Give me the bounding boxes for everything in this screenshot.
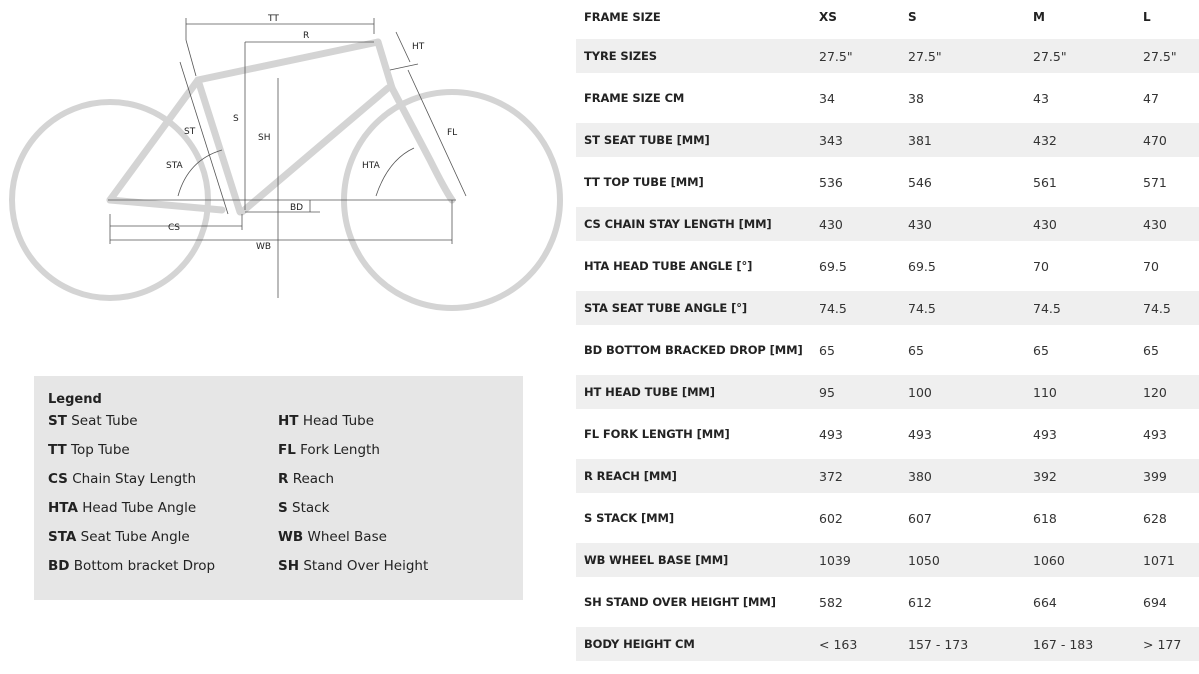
table-cell: 65 (819, 342, 835, 358)
legend-item: FL Fork Length (278, 442, 380, 458)
row-label: BD BOTTOM BRACKED DROP [MM] (584, 343, 803, 357)
table-cell: 1050 (908, 552, 940, 568)
legend-item: STA Seat Tube Angle (48, 529, 190, 545)
row-label: SH STAND OVER HEIGHT [MM] (584, 595, 776, 609)
table-cell: 432 (1033, 132, 1057, 148)
table-row (576, 459, 1199, 493)
table-cell: 1060 (1033, 552, 1065, 568)
table-cell: 493 (819, 426, 843, 442)
table-cell: 74.5 (819, 300, 847, 316)
table-row (576, 123, 1199, 157)
table-cell: 34 (819, 90, 835, 106)
table-cell: 612 (908, 594, 932, 610)
table-cell: 628 (1143, 510, 1167, 526)
table-row (576, 543, 1199, 577)
table-cell: 430 (1033, 216, 1057, 232)
header-col-xs: XS (819, 10, 837, 24)
table-cell: 65 (1143, 342, 1159, 358)
header-label: FRAME SIZE (584, 10, 661, 24)
header-col-m: M (1033, 10, 1045, 24)
table-cell: 392 (1033, 468, 1057, 484)
table-cell: 110 (1033, 384, 1057, 400)
table-cell: 27.5" (1033, 48, 1067, 64)
row-label: FL FORK LENGTH [MM] (584, 427, 730, 441)
table-cell: > 177 (1143, 636, 1182, 652)
table-cell: 694 (1143, 594, 1167, 610)
table-row (576, 627, 1199, 661)
table-cell: 602 (819, 510, 843, 526)
table-cell: 618 (1033, 510, 1057, 526)
table-cell: 69.5 (819, 258, 847, 274)
table-row (576, 417, 1199, 451)
row-label: S STACK [MM] (584, 511, 674, 525)
table-cell: 69.5 (908, 258, 936, 274)
table-cell: 70 (1033, 258, 1049, 274)
row-label: CS CHAIN STAY LENGTH [MM] (584, 217, 772, 231)
table-cell: 65 (908, 342, 924, 358)
row-label: HT HEAD TUBE [MM] (584, 385, 715, 399)
row-label: BODY HEIGHT CM (584, 637, 695, 651)
legend-item: WB Wheel Base (278, 529, 387, 545)
table-cell: 38 (908, 90, 924, 106)
table-cell: 571 (1143, 174, 1167, 190)
table-cell: 493 (908, 426, 932, 442)
label-bd: BD (290, 203, 304, 213)
table-cell: 470 (1143, 132, 1167, 148)
table-row (576, 165, 1199, 199)
label-sh: SH (258, 133, 271, 143)
table-cell: 1071 (1143, 552, 1175, 568)
legend-item: CS Chain Stay Length (48, 471, 197, 487)
table-row (576, 249, 1199, 283)
table-row (576, 39, 1199, 73)
label-sta: STA (166, 161, 183, 171)
label-st: ST (184, 127, 196, 137)
legend-item: SH Stand Over Height (278, 558, 429, 574)
table-cell: 381 (908, 132, 932, 148)
table-cell: 43 (1033, 90, 1049, 106)
table-cell: 607 (908, 510, 932, 526)
table-cell: 372 (819, 468, 843, 484)
row-label: ST SEAT TUBE [MM] (584, 133, 710, 147)
table-cell: 343 (819, 132, 843, 148)
legend-item: HTA Head Tube Angle (48, 500, 197, 516)
table-cell: 27.5" (908, 48, 942, 64)
table-row (576, 207, 1199, 241)
table-cell: < 163 (819, 636, 858, 652)
table-cell: 70 (1143, 258, 1159, 274)
table-cell: 120 (1143, 384, 1167, 400)
table-row (576, 585, 1199, 619)
table-cell: 27.5" (1143, 48, 1177, 64)
table-cell: 536 (819, 174, 843, 190)
table-row (576, 291, 1199, 325)
table-cell: 1039 (819, 552, 851, 568)
label-s: S (233, 114, 239, 124)
header-col-l: L (1143, 10, 1151, 24)
row-label: FRAME SIZE CM (584, 91, 685, 105)
legend-item: S Stack (278, 500, 330, 516)
table-cell: 65 (1033, 342, 1049, 358)
table-cell: 47 (1143, 90, 1159, 106)
table-cell: 399 (1143, 468, 1167, 484)
table-row (576, 81, 1199, 115)
table-cell: 664 (1033, 594, 1057, 610)
row-label: R REACH [MM] (584, 469, 677, 483)
row-label: HTA HEAD TUBE ANGLE [°] (584, 259, 753, 273)
table-cell: 95 (819, 384, 835, 400)
table-cell: 430 (908, 216, 932, 232)
bike-geometry-diagram (0, 0, 570, 320)
legend-item: BD Bottom bracket Drop (48, 558, 216, 574)
table-cell: 582 (819, 594, 843, 610)
table-row (576, 333, 1199, 367)
label-fl: FL (447, 128, 458, 138)
table-cell: 546 (908, 174, 932, 190)
table-cell: 27.5" (819, 48, 853, 64)
row-label: STA SEAT TUBE ANGLE [°] (584, 301, 748, 315)
label-tt: TT (268, 14, 279, 24)
legend-title: Legend (48, 392, 102, 407)
label-hta: HTA (362, 161, 380, 171)
table-cell: 380 (908, 468, 932, 484)
table-cell: 74.5 (908, 300, 936, 316)
table-cell: 493 (1033, 426, 1057, 442)
table-row (576, 375, 1199, 409)
table-cell: 157 - 173 (908, 636, 969, 652)
label-cs: CS (168, 223, 180, 233)
row-label: TT TOP TUBE [MM] (584, 175, 704, 189)
table-cell: 430 (1143, 216, 1167, 232)
legend-box (34, 376, 523, 600)
table-cell: 430 (819, 216, 843, 232)
label-ht: HT (412, 42, 425, 52)
label-r: R (303, 31, 310, 41)
row-label: WB WHEEL BASE [MM] (584, 553, 729, 567)
table-cell: 100 (908, 384, 932, 400)
legend-item: ST Seat Tube (48, 413, 138, 429)
table-cell: 74.5 (1143, 300, 1171, 316)
table-cell: 493 (1143, 426, 1167, 442)
header-col-s: S (908, 10, 917, 24)
table-row (576, 501, 1199, 535)
legend-item: R Reach (278, 471, 335, 487)
legend-item: HT Head Tube (278, 413, 375, 429)
label-wb: WB (256, 242, 272, 252)
table-cell: 167 - 183 (1033, 636, 1094, 652)
legend-item: TT Top Tube (48, 442, 130, 458)
table-cell: 74.5 (1033, 300, 1061, 316)
table-header-row (576, 0, 1199, 34)
table-cell: 561 (1033, 174, 1057, 190)
row-label: TYRE SIZES (584, 49, 657, 63)
